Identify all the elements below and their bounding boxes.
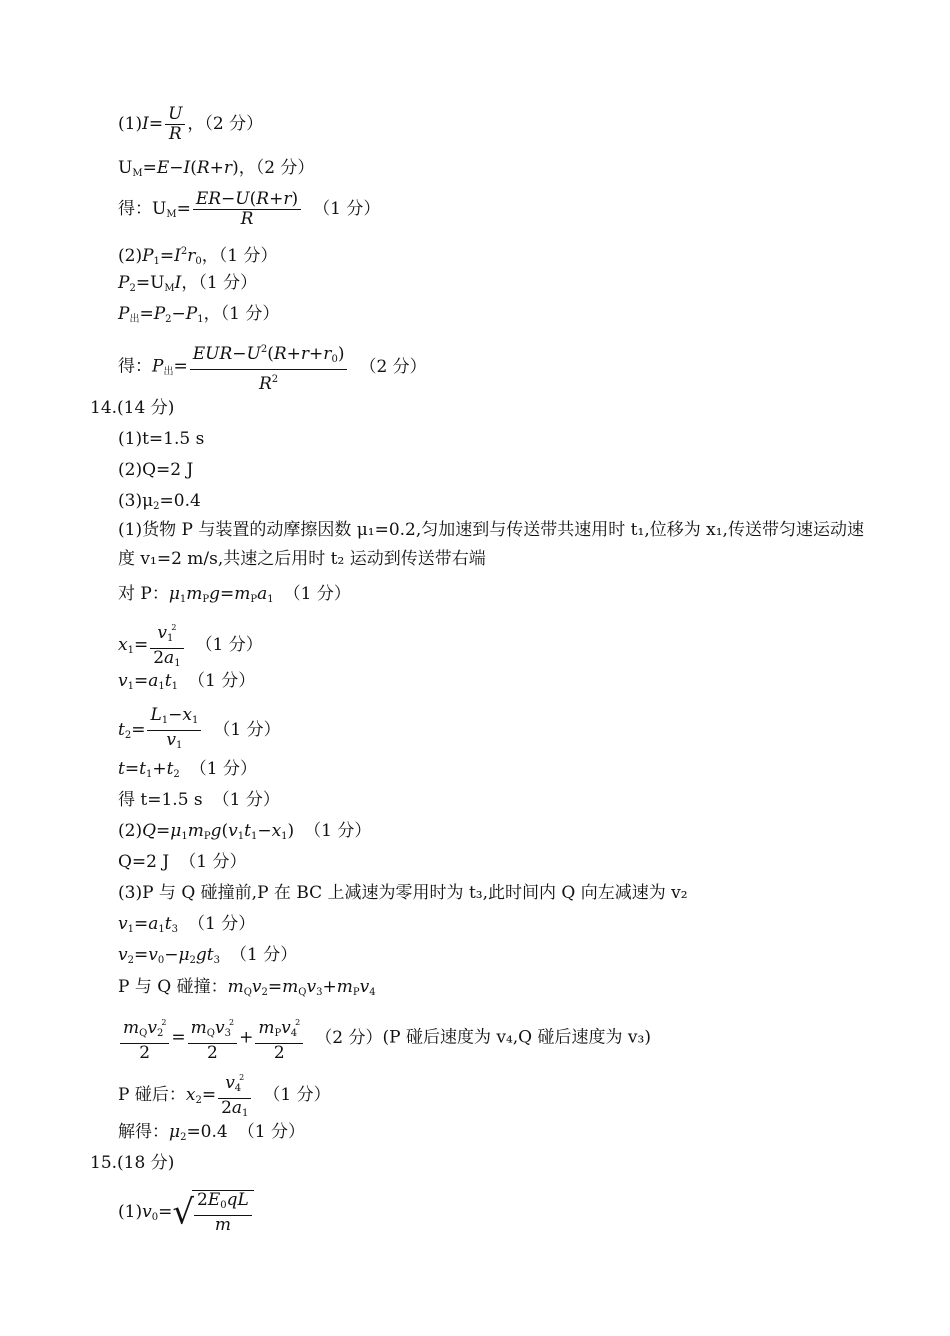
- q14-result-q: [118, 852, 246, 872]
- points: ，（1 分）: [203, 304, 280, 324]
- points: （2 分）: [315, 1027, 383, 1048]
- q14-eq-v1-t3: $v_1=a_1t_3$ （1 分）: [118, 914, 256, 935]
- label: P 与 Q 碰撞：: [118, 977, 228, 997]
- label: (1): [118, 1202, 143, 1222]
- label: (3)μ: [118, 491, 154, 511]
- fraction: $\frac{v_1^2}{2a_1}$: [150, 618, 183, 673]
- q14-eq-energy: $\frac{m_Qv_2^2}{2}$ = $\frac{m_Qv_3^2}{2}$ + $\frac{m_Pv_4^2}{2}$ （2 分）(P 碰后速度为 v₄,Q 碰后速度为 v₃): [118, 1013, 651, 1063]
- label: (2): [118, 246, 143, 266]
- fraction: $\frac{EUR-U^2(R+r+r_0)}{R^2}$: [190, 340, 348, 394]
- points: （1 分）: [195, 635, 263, 655]
- value: =0.4: [159, 491, 201, 511]
- points: （1 分）: [212, 790, 280, 810]
- q14-eq-t: $t=t_1+t_2$ （1 分）: [118, 759, 258, 780]
- fraction: $\frac{m_Qv_2^2}{2}$: [120, 1013, 169, 1063]
- q14-answer-1: (1)t=1.5 s: [118, 429, 205, 449]
- label: 得：: [118, 199, 152, 219]
- q13-line-1: (1)I= $\frac{U}{R}$ ，（2 分）: [118, 104, 264, 144]
- points: （2 分）: [359, 356, 427, 377]
- q14-eq-momentum: P 与 Q 碰撞：$m_Qv_2=m_Qv_3+m_Pv_4$: [118, 977, 376, 998]
- q14-eq-x1: $x_1=$ $\frac{v_1^2}{2a_1}$ （1 分）: [118, 618, 263, 673]
- q15-heading: 15.(18 分): [90, 1153, 175, 1173]
- points: ，（2 分）: [187, 114, 264, 134]
- points: （1 分）: [187, 671, 256, 691]
- fraction: $\frac{2E_0qL}{m}$: [194, 1191, 252, 1235]
- q13-line-7: 得：$P_出=$ $\frac{EUR-U^2(R+r+r_0)}{R^2}$ （2 分）: [118, 340, 427, 394]
- fraction: $\frac{v_4^2}{2a_1}$: [218, 1068, 251, 1123]
- q14-eq-v2: $v_2=v_0-\mu_2gt_3$ （1 分）: [118, 945, 298, 966]
- points: （1 分）: [189, 759, 258, 779]
- label: 对 P：: [118, 584, 169, 604]
- q15-answer-1: $(1)v_0=√$ $\frac{2E_0qL}{m}$: [118, 1190, 254, 1235]
- fraction: $\frac{L_1-x_1}{v_1}$: [147, 706, 201, 755]
- q14-eq-x2: P 碰后：$x_2=$ $\frac{v_4^2}{2a_1}$ （1 分）: [118, 1068, 331, 1123]
- q14-eq-v1: $v_1=a_1t_1$ （1 分）: [118, 671, 256, 692]
- label: (1): [118, 114, 143, 134]
- value: =0.4: [186, 1122, 228, 1142]
- label: 得：: [118, 356, 152, 377]
- q14-paragraph-3: (3)P 与 Q 碰撞前,P 在 BC 上减速为零用时为 t₃,此时间内 Q 向左减速为 v₂: [118, 883, 688, 903]
- points: ，（1 分）: [201, 246, 278, 266]
- q13-line-4: $(2)P_1=I^2r_0$，（1 分）: [118, 246, 278, 267]
- q14-paragraph-1: (1)货物 P 与装置的动摩擦因数 μ₁=0.2,匀加速到与传送带共速用时 t₁,位移为 x₁,传送带匀速运动速度 v₁=2 m/s,共速之后用时 t₂ 运动到传送带右端: [118, 520, 864, 569]
- q14-answer-2: (2)Q=2 J: [118, 460, 194, 480]
- q13-line-6: $P_出=P_2-P_1$，（1 分）: [118, 304, 280, 325]
- points: （1 分）: [237, 1122, 305, 1142]
- q14-heading: 14.(14 分): [90, 398, 175, 418]
- fraction: $\frac{m_Pv_4^2}{2}$: [255, 1013, 303, 1063]
- points: （1 分）: [283, 584, 351, 604]
- q14-eq-force: 对 P：$\mu_1m_Pg=m_Pa_1$ （1 分）: [118, 584, 351, 605]
- q13-line-5: $P_2=U_MI$，（1 分）: [118, 273, 258, 294]
- note: (P 碰后速度为 v₄,Q 碰后速度为 v₃): [382, 1027, 651, 1048]
- q14-solve: 解得：$\mu_2=0.4$ （1 分）: [118, 1122, 305, 1143]
- points: ，（1 分）: [181, 273, 258, 293]
- q14-eq-q: $(2)Q=\mu_1m_Pg(v_1t_1-x_1)$ （1 分）: [118, 821, 372, 842]
- points: （1 分）: [179, 852, 247, 872]
- sqrt: √ $\frac{2E_0qL}{m}$: [172, 1190, 253, 1235]
- value: 得 t=1.5 s: [118, 790, 203, 810]
- q14-eq-t2: $t_2=$ $\frac{L_1-x_1}{v_1}$ （1 分）: [118, 706, 281, 755]
- q13-line-2: $U_M=E-I(R+r)$，（2 分）: [118, 158, 315, 179]
- points: ，（2 分）: [238, 158, 315, 178]
- points: （1 分）: [263, 1085, 331, 1105]
- value: Q=2 J: [118, 852, 170, 872]
- points: （1 分）: [187, 914, 256, 934]
- q13-line-3: 得：$U_M=$ $\frac{ER-U(R+r)}{R}$ （1 分）: [118, 189, 381, 229]
- fraction: $\frac{m_Qv_3^2}{2}$: [188, 1013, 237, 1063]
- fraction: $\frac{ER-U(R+r)}{R}$: [193, 190, 301, 229]
- q14-result-t: [118, 790, 280, 810]
- points: （1 分）: [213, 720, 281, 740]
- q14-answer-3: $(3)\mu_2=0.4$: [118, 491, 201, 512]
- fraction: $\frac{U}{R}$: [165, 105, 185, 144]
- label: 解得：: [118, 1122, 169, 1142]
- points: （1 分）: [313, 199, 381, 219]
- label: P 碰后：: [118, 1085, 186, 1105]
- points: （1 分）: [304, 821, 372, 841]
- points: （1 分）: [230, 945, 298, 965]
